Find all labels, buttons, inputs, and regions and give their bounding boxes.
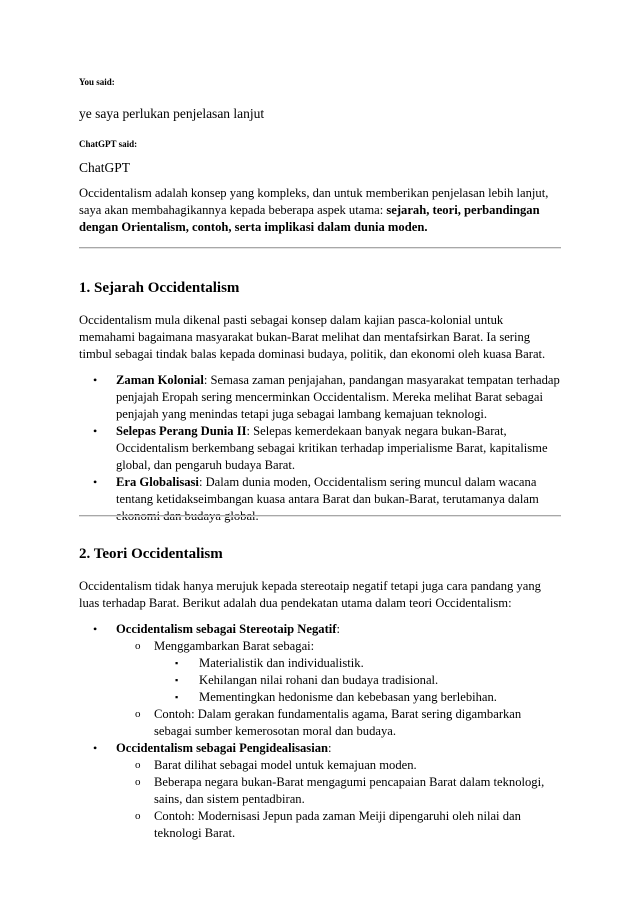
item-term: Selepas Perang Dunia II	[116, 424, 247, 438]
item-colon: :	[336, 622, 340, 636]
sublist	[116, 757, 561, 842]
user-message: ye saya perlukan penjelasan lanjut	[79, 106, 265, 121]
list-item	[79, 621, 561, 740]
sublist	[116, 638, 561, 740]
item-text: Beberapa negara bukan-Barat mengagumi pencapaian Barat dalam teknologi, sains, dan sistem pentadbiran.	[154, 775, 545, 806]
intro-bold: sejarah, teori, perbandingan dengan Orientalism, contoh, serta implikasi dalam dunia moden.	[79, 203, 540, 234]
bullet-marker: •	[93, 622, 98, 636]
bullet-marker: •	[93, 741, 98, 755]
item-text: Menggambarkan Barat sebagai:	[154, 639, 315, 653]
item-text: Kehilangan nilai rohani dan budaya tradisional.	[199, 673, 439, 687]
item-term: Occidentalism sebagai Stereotaip Negatif	[116, 622, 337, 636]
chatgpt-name: ChatGPT	[79, 160, 131, 175]
item-colon: :	[328, 741, 332, 755]
list-item	[79, 689, 561, 706]
list-item	[79, 372, 561, 423]
circle-marker: o	[135, 776, 141, 788]
bullet-marker: •	[93, 475, 98, 489]
item-term: Zaman Kolonial	[116, 373, 204, 387]
list-item	[79, 474, 561, 525]
item-text: Mementingkan hedonisme dan kebebasan yang berlebihan.	[199, 690, 497, 704]
list-item	[79, 706, 561, 740]
item-text: : Semasa zaman penjajahan, pandangan masyarakat tempatan terhadap penjajah Eropah sering mencerminkan Occidentalism. Mereka melihat Barat sebagai penjajah yang menindas tetapi juga sebagai lambang kemajuan teknologi.	[116, 373, 560, 421]
circle-marker: o	[135, 708, 141, 720]
list-item	[79, 808, 561, 842]
square-marker: ▪	[175, 658, 179, 668]
item-text: Barat dilihat sebagai model untuk kemajuan moden.	[154, 758, 417, 772]
list-item	[79, 423, 561, 474]
item-text: Materialistik dan individualistik.	[199, 656, 364, 670]
item-text: : Dalam dunia moden, Occidentalism sering muncul dalam wacana tentang ketidakseimbangan kuasa antara Barat dan bukan-Barat, terutamanya dalam ekonomi dan budaya global.	[116, 475, 539, 523]
intro-text: Occidentalism adalah konsep yang kompleks, dan untuk memberikan penjelasan lebih lanjut, saya akan membahagikannya kepada beberapa aspek utama:	[79, 186, 549, 217]
item-text: Contoh: Modernisasi Jepun pada zaman Meiji dipengaruhi oleh nilai dan teknologi Barat.	[154, 809, 521, 840]
circle-marker: o	[135, 759, 141, 771]
divider	[79, 247, 561, 249]
list-item	[79, 757, 561, 774]
list-item	[79, 740, 561, 842]
section2-list	[79, 621, 561, 842]
list-item	[79, 655, 561, 672]
item-text: Contoh: Dalam gerakan fundamentalis agama, Barat sering digambarkan sebagai sumber kemerosotan moral dan budaya.	[154, 707, 522, 738]
bullet-marker: •	[93, 373, 98, 387]
circle-marker: o	[135, 810, 141, 822]
sublist	[154, 655, 561, 706]
section1-list	[79, 372, 561, 525]
divider	[79, 515, 561, 517]
section1-paragraph: Occidentalism mula dikenal pasti sebagai konsep dalam kajian pasca-kolonial untuk memahami bagaimana masyarakat bukan-Barat melihat dan mentafsirkan Barat. Ia sering timbul sebagai tindak balas kepada dominasi budaya, politik, dan ekonomi oleh kuasa Barat.	[79, 313, 546, 361]
you-said-label: You said:	[79, 77, 115, 87]
section2-paragraph: Occidentalism tidak hanya merujuk kepada stereotaip negatif tetapi juga cara pandang yang luas terhadap Barat. Berikut adalah dua pendekatan utama dalam teori Occidentalism:	[79, 579, 541, 610]
list-item	[79, 774, 561, 808]
list-item	[79, 638, 561, 706]
circle-marker: o	[135, 640, 141, 652]
section1-title: 1. Sejarah Occidentalism	[79, 280, 240, 296]
item-text: : Selepas kemerdekaan banyak negara bukan-Barat, Occidentalism berkembang sebagai kritikan terhadap imperialisme Barat, kapitalisme global, dan pengaruh budaya Barat.	[116, 424, 548, 472]
section2-title: 2. Teori Occidentalism	[79, 546, 223, 562]
list-item	[79, 672, 561, 689]
square-marker: ▪	[175, 692, 179, 702]
intro-paragraph	[79, 185, 561, 236]
bullet-marker: •	[93, 424, 98, 438]
chatgpt-said-label: ChatGPT said:	[79, 139, 138, 149]
item-term: Era Globalisasi	[116, 475, 199, 489]
square-marker: ▪	[175, 675, 179, 685]
item-term: Occidentalism sebagai Pengidealisasian	[116, 741, 329, 755]
